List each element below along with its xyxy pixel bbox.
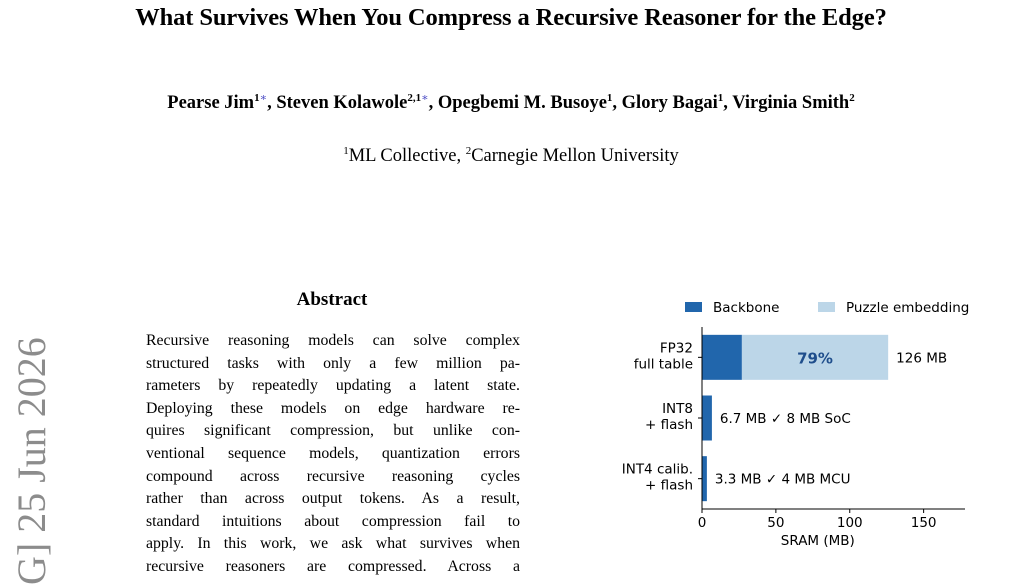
legend-label: Puzzle embedding bbox=[846, 300, 970, 316]
abstract-line: Deploying these models on edge hardware re- bbox=[146, 399, 520, 417]
author-name: Pearse Jim bbox=[167, 93, 255, 113]
abstract-line: ventional sequence models, quantization errors bbox=[146, 444, 520, 462]
affiliation-name: Carnegie Mellon University bbox=[471, 146, 679, 166]
equal-contribution-mark[interactable]: ∗ bbox=[421, 92, 429, 104]
bar-segment bbox=[702, 335, 742, 380]
author-name: Steven Kolawole bbox=[276, 93, 408, 113]
sram-bar-chart bbox=[590, 290, 1000, 560]
x-tick-label: 150 bbox=[910, 515, 937, 531]
bar-value-label: 126 MB bbox=[896, 350, 948, 367]
author-name: Virginia Smith bbox=[732, 93, 850, 113]
author-affiliation-mark: 2 bbox=[849, 92, 855, 104]
x-tick-label: 0 bbox=[697, 515, 707, 531]
bar-value-label: 6.7 MB ✓ 8 MB SoC bbox=[719, 411, 851, 427]
author-name: Glory Bagai bbox=[621, 93, 718, 113]
abstract-line: rather than across output tokens. As a result, bbox=[146, 490, 520, 508]
author-affiliation-mark: 1 bbox=[717, 92, 724, 104]
arxiv-stamp: G] 25 Jun 2026 bbox=[9, 337, 54, 585]
category-label: FP32 bbox=[659, 340, 693, 357]
category-label: + flash bbox=[645, 417, 693, 433]
abstract-line: rameters by repeatedly updating a latent state. bbox=[146, 377, 520, 395]
abstract-line: compound across recursive reasoning cycles bbox=[146, 467, 520, 485]
abstract-line: recursive reasoners are compressed. Across a bbox=[146, 557, 520, 575]
bar-value-label: 3.3 MB ✓ 4 MB MCU bbox=[714, 471, 851, 488]
legend-label: Backbone bbox=[713, 300, 780, 316]
author-affiliation-mark: 1∗ bbox=[254, 92, 268, 104]
affiliation-list: $^1$ML Collective, $^2$Carnegie Mellon University bbox=[343, 145, 679, 166]
affiliation-number: 1 bbox=[343, 145, 349, 157]
abstract-line: structured tasks with only a few million pa- bbox=[146, 354, 520, 372]
legend-swatch bbox=[685, 302, 702, 312]
affiliation-number: 2 bbox=[465, 145, 472, 157]
abstract-line: Recursive reasoning models can solve complex bbox=[146, 332, 520, 349]
equal-contribution-mark[interactable]: ∗ bbox=[259, 92, 268, 104]
x-tick-label: 100 bbox=[836, 515, 863, 531]
author-affiliation-mark: 2,1∗ bbox=[407, 92, 429, 104]
abstract-line: quires significant compression, but unlike con- bbox=[146, 422, 520, 440]
category-label: INT4 calib. bbox=[621, 461, 693, 478]
abstract-line: apply. In this work, we ask what survives when bbox=[146, 535, 520, 553]
paper-title: What Survives When You Compress a Recursive Reasoner for the Edge? bbox=[135, 4, 887, 31]
author-affiliation-mark: 1 bbox=[606, 92, 613, 104]
abstract-body bbox=[146, 330, 520, 579]
x-axis-label: SRAM (MB) bbox=[780, 533, 855, 549]
x-tick-label: 50 bbox=[767, 515, 785, 531]
bar-segment bbox=[702, 396, 712, 441]
legend-swatch bbox=[818, 302, 835, 312]
author-name: Opegbemi M. Busoye bbox=[437, 93, 607, 113]
bar-segment bbox=[702, 456, 707, 501]
category-label: full table bbox=[633, 356, 693, 373]
abstract-line: standard intuitions about compression fail to bbox=[146, 512, 520, 530]
category-label: + flash bbox=[645, 477, 693, 494]
author-list: Pearse Jim$^{1∗}$, Steven Kolawole$^{2,1∗}$, Opegbemi M. Busoye$^1$, Glory Bagai$^1$, Virginia Smith$^2$ bbox=[167, 92, 855, 113]
abstract-heading: Abstract bbox=[296, 289, 368, 310]
share-annotation: 79% bbox=[797, 349, 833, 368]
affiliation-name: ML Collective bbox=[348, 146, 457, 166]
category-label: INT8 bbox=[662, 401, 693, 417]
